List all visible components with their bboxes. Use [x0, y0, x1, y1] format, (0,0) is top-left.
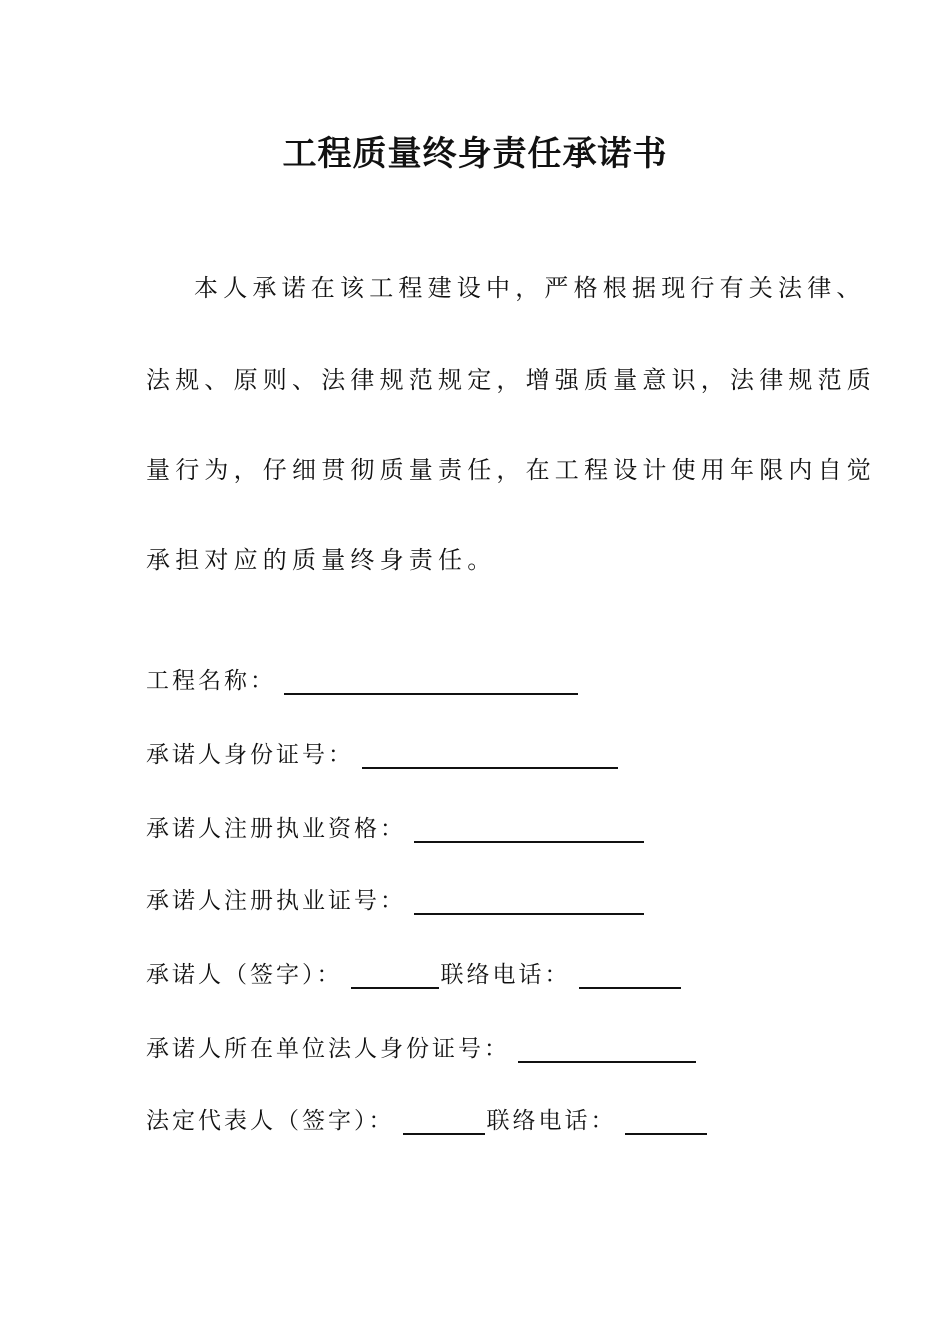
signer-phone-blank[interactable]	[579, 965, 681, 989]
paragraph-line: 承担对应的质量终身责任。	[146, 546, 497, 574]
id-number-label: 承诺人身份证号：	[146, 742, 354, 768]
project-name-blank[interactable]	[284, 671, 578, 695]
reg-cert-number-blank[interactable]	[414, 891, 644, 915]
reg-qualification-field	[146, 810, 644, 843]
unit-id-number-blank[interactable]	[518, 1039, 696, 1063]
paragraph-line: 量行为，仔细贯彻质量责任，在工程设计使用年限内自觉	[146, 456, 876, 484]
legal-rep-signature-blank[interactable]	[403, 1111, 485, 1135]
signer-field	[146, 956, 681, 989]
legal-rep-field	[146, 1102, 707, 1135]
reg-qualification-label: 承诺人注册执业资格：	[146, 816, 406, 842]
legal-rep-label: 法定代表人（签字）：	[146, 1108, 395, 1134]
signer-phone-label: 联络电话：	[440, 962, 571, 988]
id-number-blank[interactable]	[362, 745, 618, 769]
signer-label: 承诺人（签字）：	[146, 962, 343, 988]
unit-id-number-label: 承诺人所在单位法人身份证号：	[146, 1036, 510, 1062]
legal-rep-phone-label: 联络电话：	[486, 1108, 617, 1134]
signer-signature-blank[interactable]	[351, 965, 439, 989]
reg-cert-number-label: 承诺人注册执业证号：	[146, 888, 406, 914]
reg-cert-number-field	[146, 882, 644, 915]
unit-id-number-field	[146, 1030, 696, 1063]
reg-qualification-blank[interactable]	[414, 819, 644, 843]
document-title: 工程质量终身责任承诺书	[282, 134, 668, 174]
paragraph-line: 法规、原则、法律规范规定，增强质量意识，法律规范质	[146, 366, 876, 394]
paragraph-line: 本人承诺在该工程建设中，严格根据现行有关法律、	[194, 274, 866, 302]
id-number-field	[146, 736, 618, 769]
legal-rep-phone-blank[interactable]	[625, 1111, 707, 1135]
project-name-field	[146, 662, 578, 695]
project-name-label: 工程名称：	[146, 668, 276, 694]
